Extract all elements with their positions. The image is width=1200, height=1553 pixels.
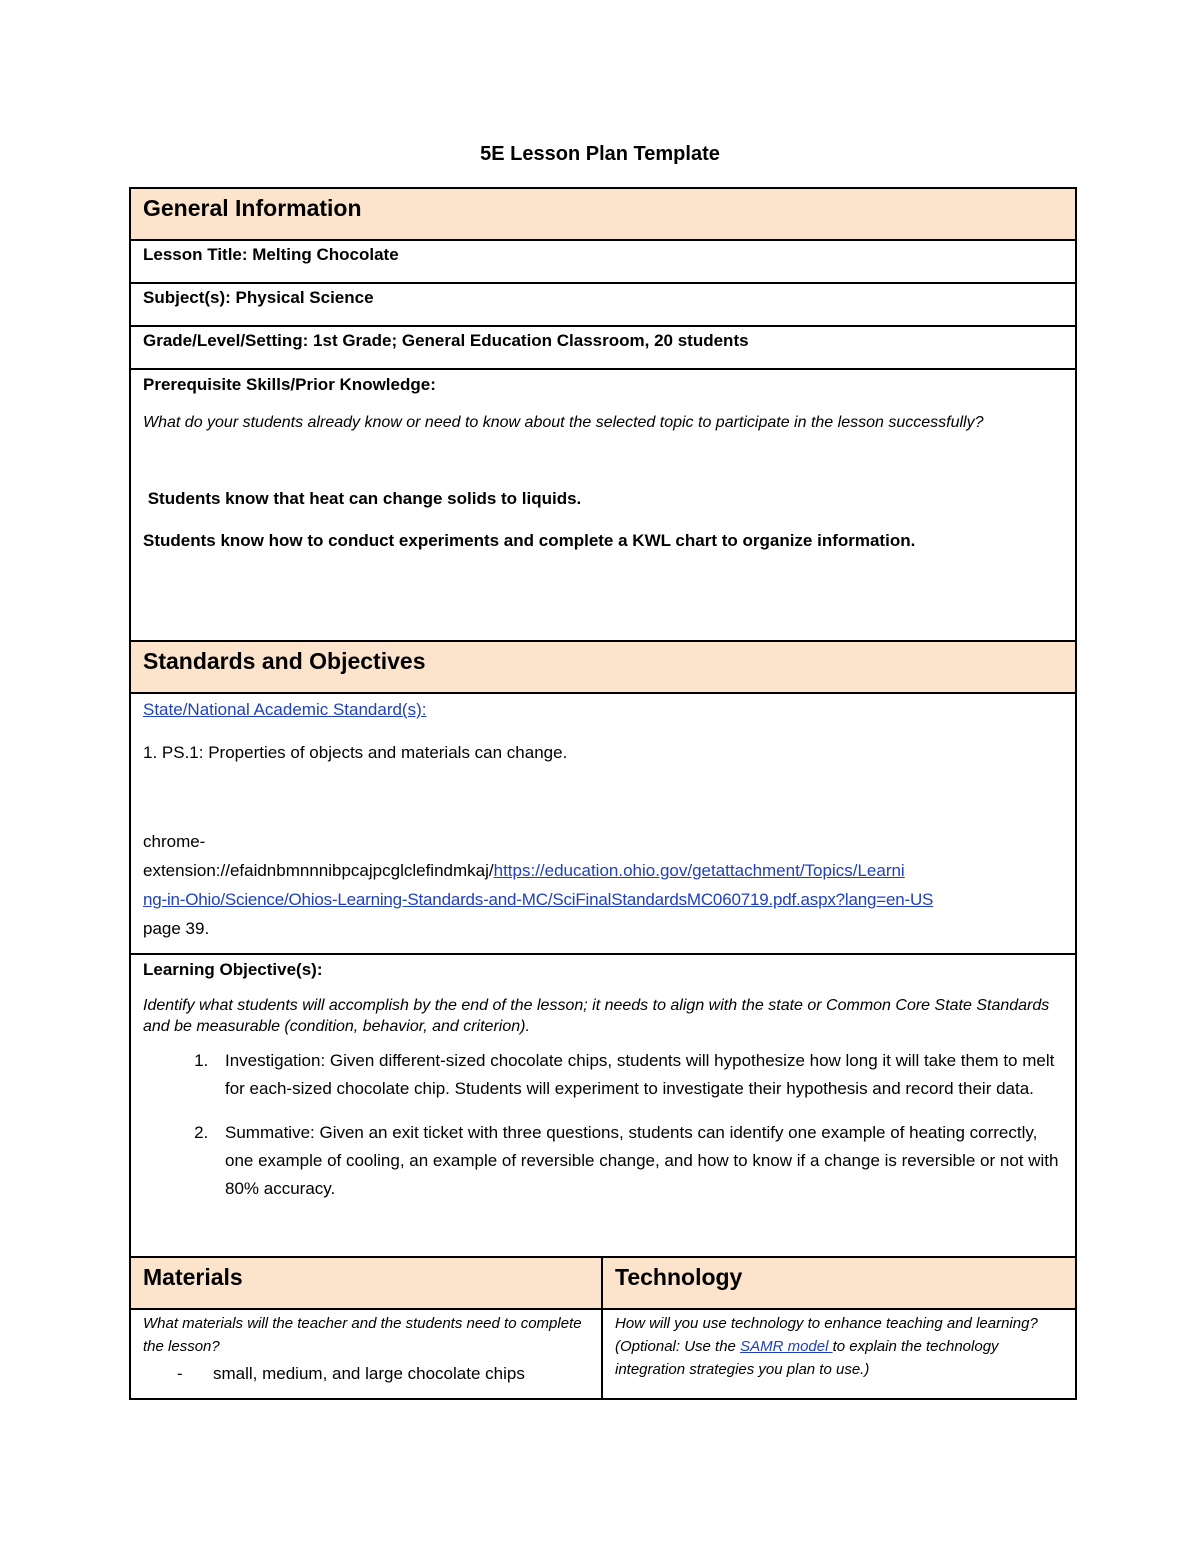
material-item (143, 1364, 591, 1384)
lesson-plan-table (129, 187, 1077, 1400)
source-url-link[interactable]: https://education.ohio.gov/getattachment/Topics/Learni (493, 861, 905, 880)
document-title: 5E Lesson Plan Template (480, 143, 720, 165)
learning-objectives-label: Learning Objective(s): (143, 960, 323, 979)
materials-technology-header-row (130, 1257, 1076, 1309)
source-prefix-line1: chrome- (143, 832, 206, 851)
samr-model-link[interactable]: SAMR model (740, 1338, 833, 1355)
objectives-list (143, 1047, 1065, 1203)
source-page: page 39. (143, 919, 210, 938)
technology-header: Technology (615, 1264, 743, 1290)
grade-level-row (130, 326, 1076, 369)
learning-objectives-prompt: Identify what students will accomplish by the end of the lesson; it needs to align with the state or Common Core State Standards and be measurable (condition, behavior, and criterion). (143, 997, 1050, 1035)
materials-prompt: What materials will the teacher and the students need to complete the lesson? (143, 1315, 582, 1355)
learning-objectives-row (130, 954, 1076, 1257)
technology-prompt (615, 1312, 1065, 1381)
dash-bullet: - (177, 1364, 183, 1383)
prerequisite-point: Students know that heat can change solids to liquids. (143, 489, 582, 508)
materials-technology-row (130, 1309, 1076, 1399)
prerequisite-label: Prerequisite Skills/Prior Knowledge: (143, 375, 436, 394)
grade-level-setting: Grade/Level/Setting: 1st Grade; General Education Classroom, 20 students (143, 331, 749, 350)
subjects-row (130, 283, 1076, 326)
standards-row (130, 693, 1076, 954)
general-information-header: General Information (143, 195, 362, 221)
source-url-link-continued[interactable]: ng-in-Ohio/Science/Ohios-Learning-Standards-and-MC/SciFinalStandardsMC060719.pdf.aspx?lang=en-US (143, 890, 934, 909)
lesson-title-row (130, 240, 1076, 283)
standards-link[interactable]: State/National Academic Standard(s): (143, 700, 427, 719)
prerequisite-prompt: What do your students already know or need to know about the selected topic to participate in the lesson successfully? (143, 414, 984, 431)
material-item-text: small, medium, and large chocolate chips (213, 1364, 525, 1383)
prerequisite-row (130, 369, 1076, 641)
prerequisite-point: Students know how to conduct experiments and complete a KWL chart to organize information. (143, 531, 916, 550)
general-information-header-row (130, 188, 1076, 240)
standards-header-row (130, 641, 1076, 693)
objective-item: 2. Summative: Given an exit ticket with three questions, students can identify one example of heating correctly, one example of cooling, an example of reversible change, and how to know if a change is reversible or not with 80% accuracy. (213, 1119, 1065, 1203)
technology-prompt-text-end: to explain the technology integration strategies you plan to use.) (615, 1338, 999, 1378)
objective-item: 1. Investigation: Given different-sized chocolate chips, students will hypothesize how long it will take them to melt for each-sized chocolate chip. Students will experiment to investigate their hypothesis and record their data. (213, 1047, 1065, 1103)
standards-header: Standards and Objectives (143, 648, 426, 674)
subjects: Subject(s): Physical Science (143, 288, 374, 307)
materials-header: Materials (143, 1264, 243, 1290)
source-prefix-line2: extension://efaidnbmnnnibpcajpcglclefindmkaj/ (143, 861, 494, 880)
technology-prompt-text: How will you use technology to enhance teaching and learning? (Optional: Use the (615, 1315, 1038, 1355)
standard-text: 1. PS.1: Properties of objects and materials can change. (143, 743, 568, 762)
lesson-title: Lesson Title: Melting Chocolate (143, 245, 399, 264)
